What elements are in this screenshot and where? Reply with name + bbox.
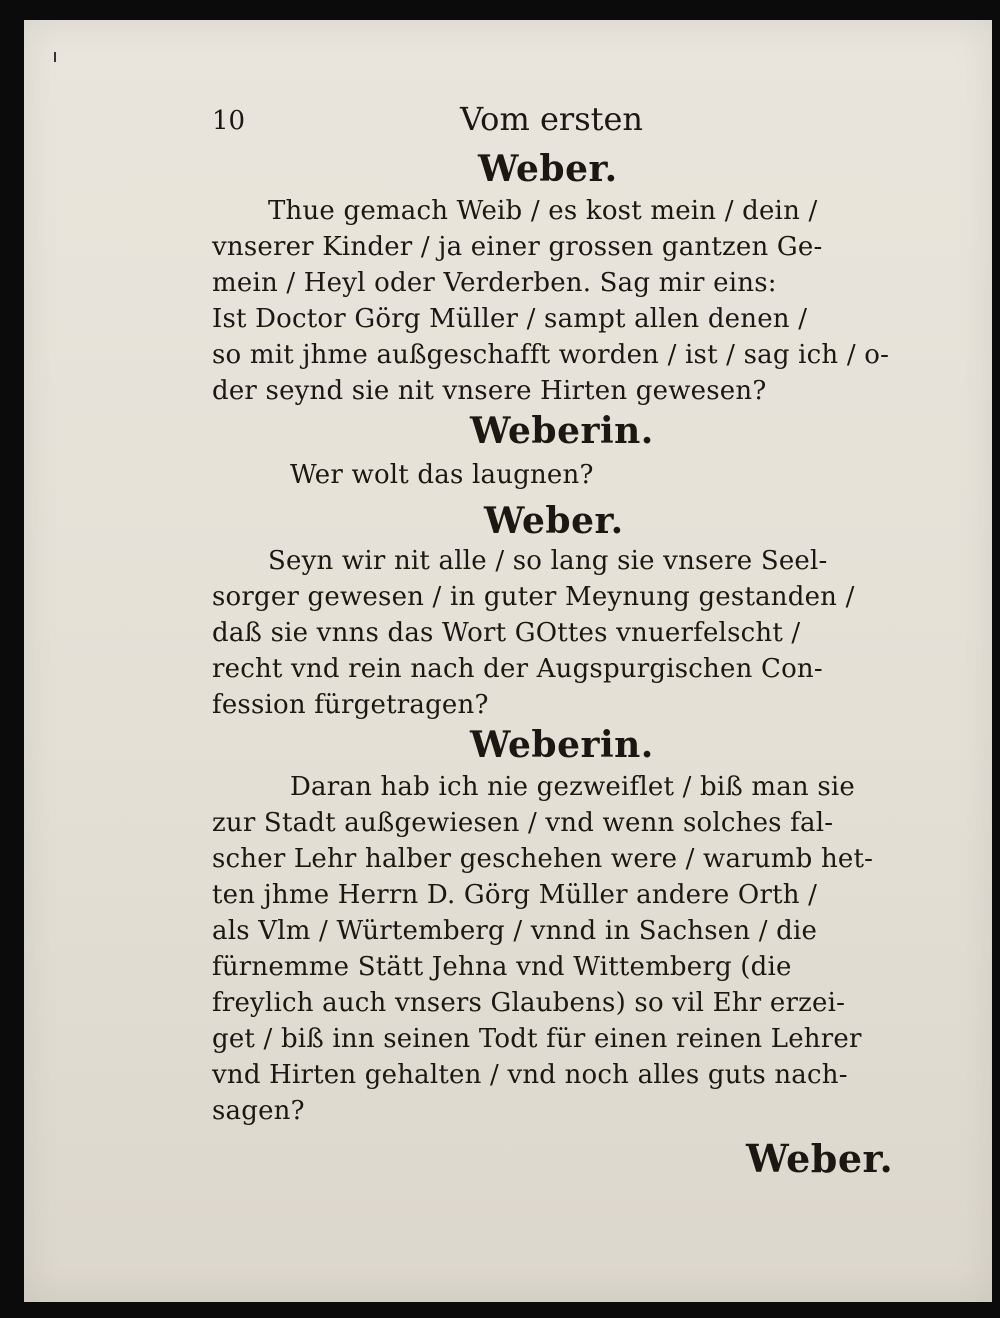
text-line: der seynd sie nit vnsere Hirten gewesen? — [212, 376, 767, 406]
speaker-heading: Weberin. — [470, 410, 654, 452]
speaker-heading: Weber. — [484, 500, 624, 542]
text-line: recht vnd rein nach der Augspurgischen Con- — [212, 654, 823, 684]
text-line: so mit jhme außgeschafft worden / ist / sag ich / o- — [212, 340, 890, 370]
catchword: Weber. — [746, 1136, 894, 1181]
text-line: freylich auch vnsers Glaubens) so vil Ehr erzei- — [212, 988, 846, 1018]
text-line: Wer wolt das laugnen? — [290, 460, 594, 490]
text-line: sagen? — [212, 1096, 305, 1126]
speaker-heading: Weber. — [478, 148, 618, 190]
text-line: Thue gemach Weib / es kost mein / dein / — [268, 196, 818, 226]
margin-mark — [54, 52, 56, 62]
text-line: Seyn wir nit alle / so lang sie vnsere Seel- — [268, 546, 828, 576]
text-line: Ist Doctor Görg Müller / sampt allen denen / — [212, 304, 808, 334]
text-line: vnd Hirten gehalten / vnd noch alles guts nach- — [212, 1060, 848, 1090]
text-line: ten jhme Herrn D. Görg Müller andere Orth / — [212, 880, 818, 910]
text-line: scher Lehr halber geschehen were / warumb het- — [212, 844, 874, 874]
page-number: 10 — [212, 106, 246, 136]
text-line: als Vlm / Würtemberg / vnnd in Sachsen / die — [212, 916, 818, 946]
text-line: daß sie vnns das Wort GOttes vnuerfelscht / — [212, 618, 801, 648]
text-line: get / biß inn seinen Todt für einen reinen Lehrer — [212, 1024, 862, 1054]
text-line: zur Stadt außgewiesen / vnd wenn solches fal- — [212, 808, 834, 838]
text-line: fession fürgetragen? — [212, 690, 489, 720]
speaker-heading: Weberin. — [470, 724, 654, 766]
text-line: fürnemme Stätt Jehna vnd Wittemberg (die — [212, 952, 792, 982]
text-line: mein / Heyl oder Verderben. Sag mir eins: — [212, 268, 777, 298]
text-line: sorger gewesen / in guter Meynung gestanden / — [212, 582, 855, 612]
text-line: vnserer Kinder / ja einer grossen gantzen Ge- — [212, 232, 823, 262]
running-title: Vom ersten — [460, 100, 644, 138]
text-line: Daran hab ich nie gezweiflet / biß man sie — [290, 772, 855, 802]
